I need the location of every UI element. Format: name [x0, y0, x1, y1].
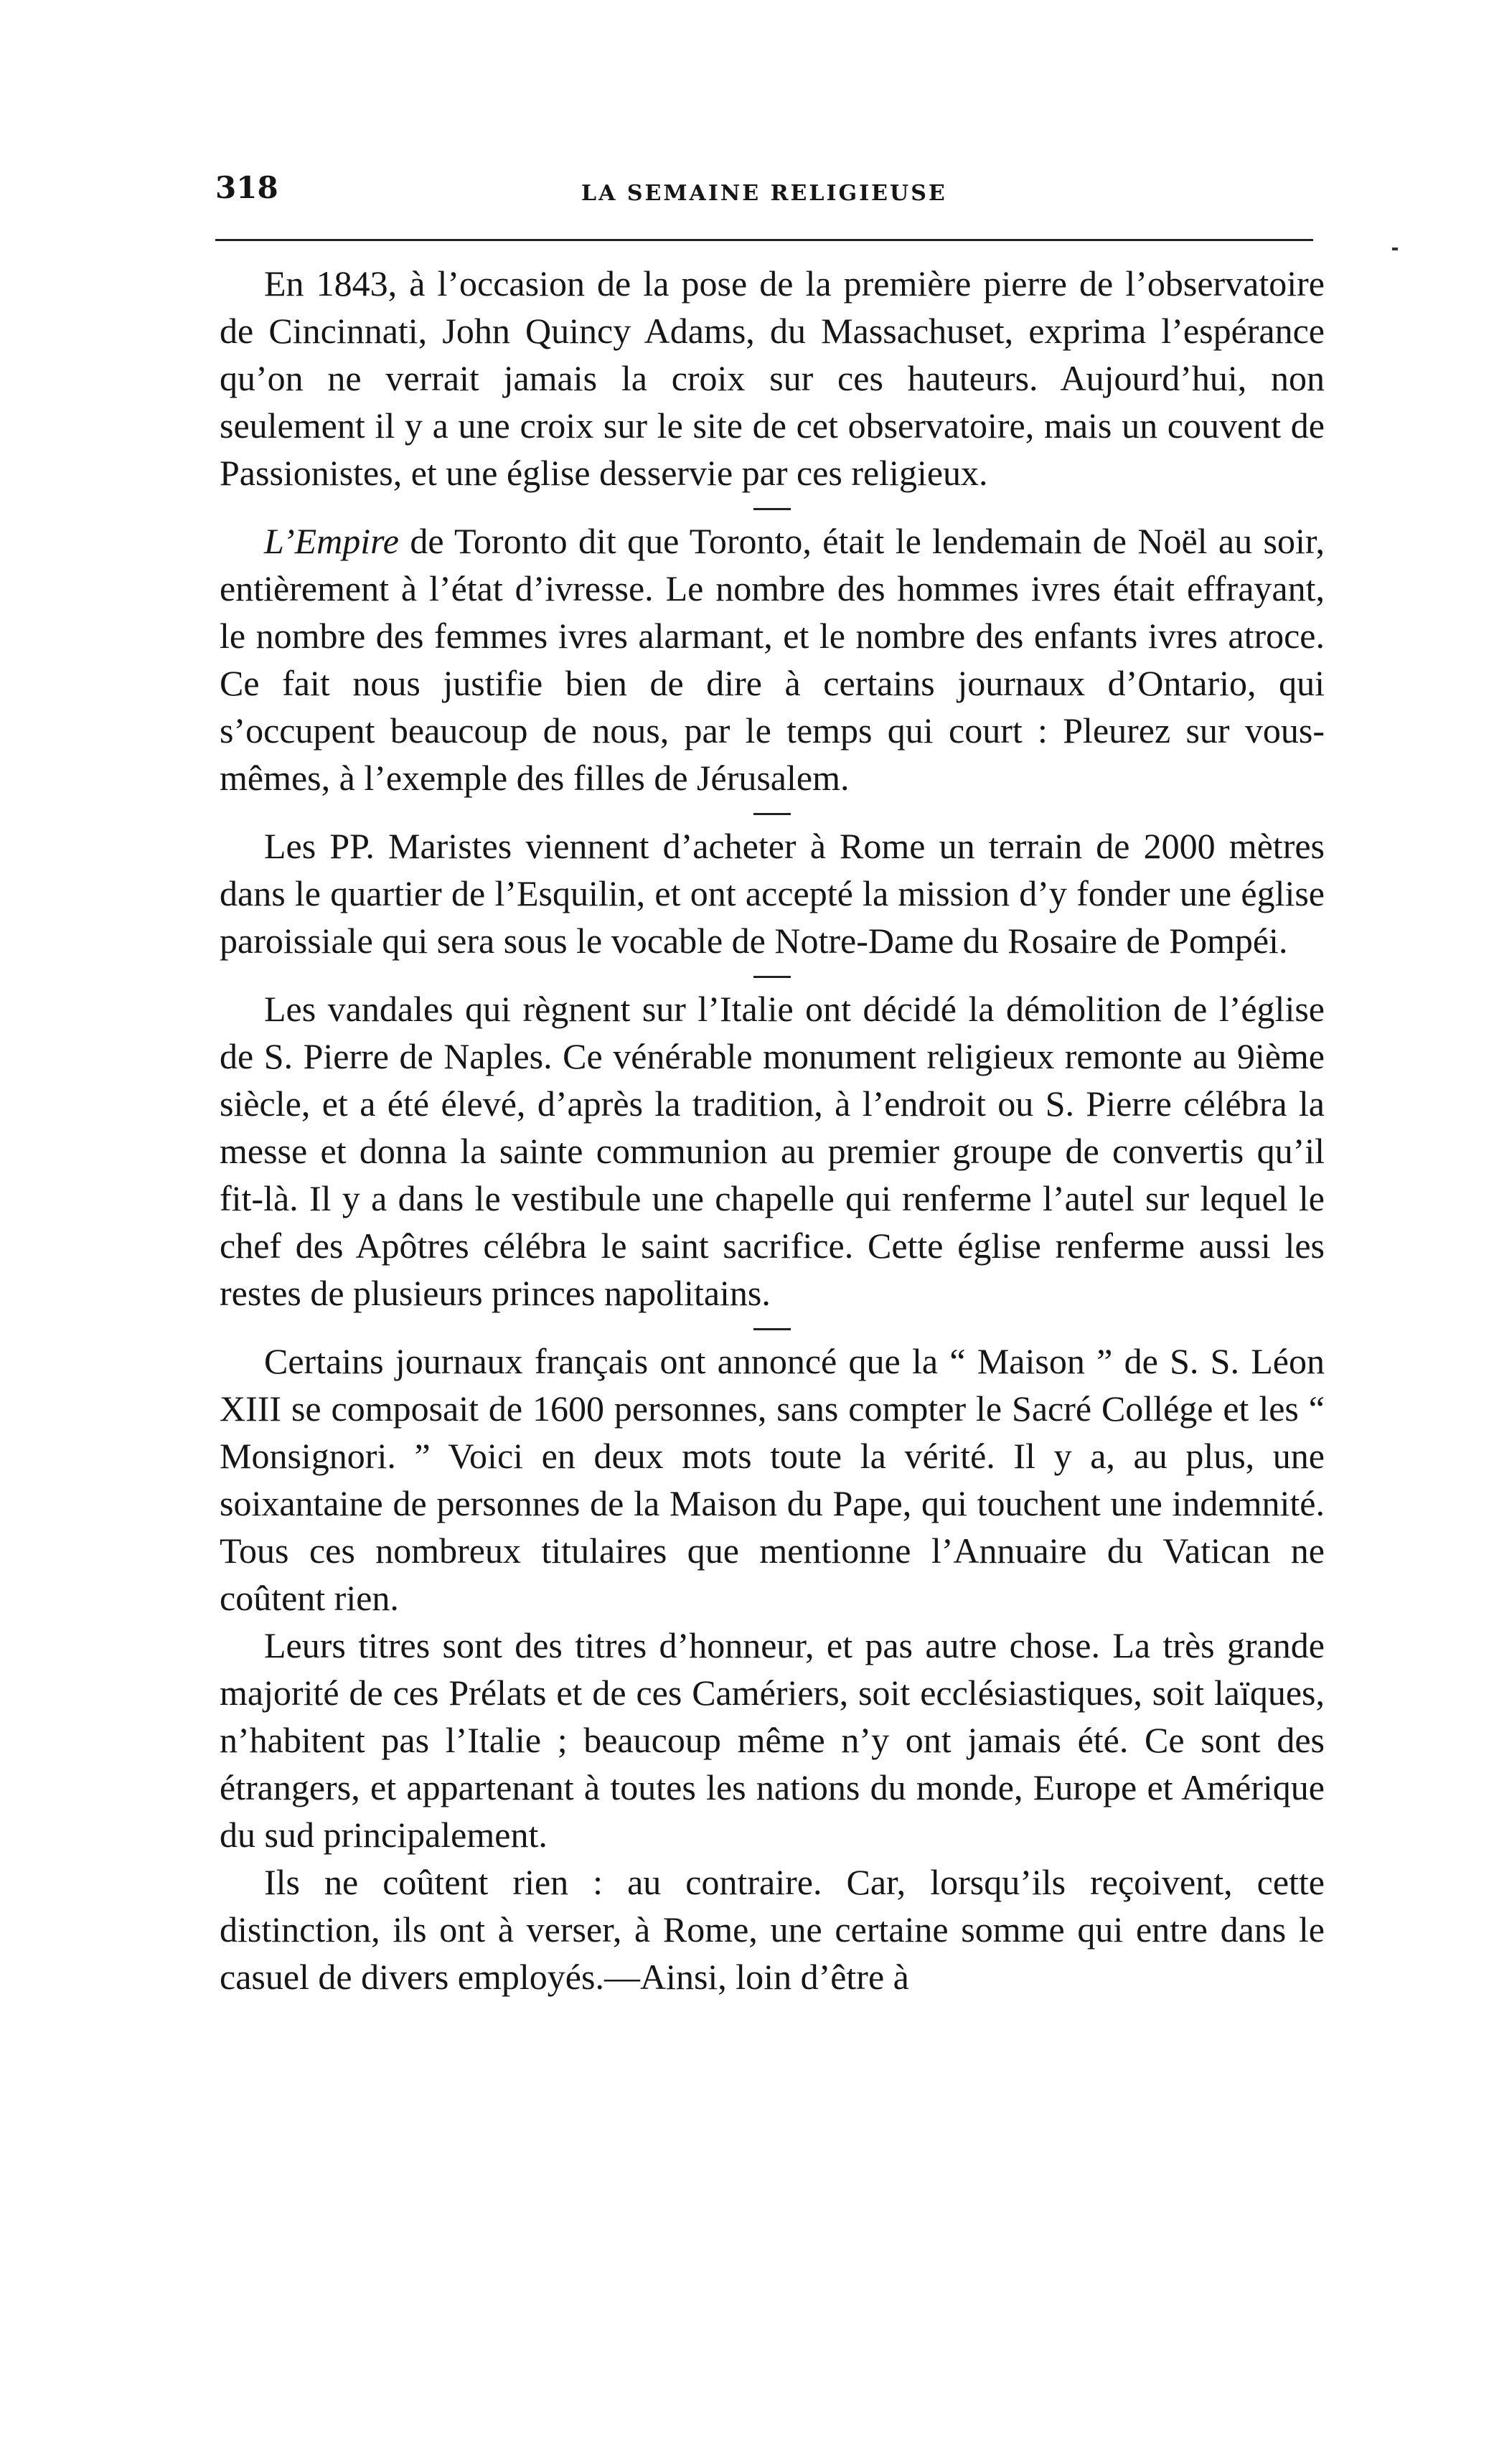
- separator-rule: [753, 976, 791, 978]
- paragraph-observatoire: En 1843, à l’occasion de la pose de la première pierre de l’observatoire de Cincinnati, John Quincy Adams, du Massachuset, exprima l’espérance qu’on ne verrait jamais la croix sur ces hauteurs. Aujourd’hui, non seulement il y a une croix sur le site de cet observatoire, mais un couvent de Passionistes, et une église desservie par ces religieux.: [220, 263, 1325, 493]
- paragraph-maristes: Les PP. Maristes viennent d’acheter à Rome un terrain de 2000 mètres dans le quartier de l’Esquilin, et ont accepté la mission d’y fonder une église paroissiale qui sera sous le vocable de Notre-Dame du Rosaire de Pompéi.: [220, 826, 1325, 961]
- running-title: LA SEMAINE RELIGIEUSE: [581, 181, 947, 206]
- emphasis-empire: L’Empire: [264, 521, 399, 561]
- article-body: [220, 260, 1325, 2000]
- paragraph-titres: Leurs titres sont des titres d’honneur, et pas autre chose. La très grande majorité de ces Prélats et de ces Camériers, soit ecclésiastiques, soit laïques, n’habitent pas l’Italie ; beaucoup même n’y ont jamais été. Ce sont des étrangers, et appartenant à toutes les nations du monde, Europe et Amérique du sud principalement.: [220, 1625, 1325, 1855]
- paragraph-coutent: Ils ne coûtent rien : au contraire. Car, lorsqu’ils reçoivent, cette distinction, ils ont à verser, à Rome, une certaine somme qui entre dans le casuel de divers employés.—Ainsi, loin d’être à: [220, 1862, 1325, 1997]
- page-header: [215, 169, 1313, 215]
- separator-rule: [753, 508, 791, 510]
- page-number: 318: [215, 170, 278, 205]
- header-rule: [215, 239, 1313, 241]
- margin-mark: [1392, 248, 1398, 250]
- paragraph-toronto: L’Empire de Toronto dit que Toronto, était le lendemain de Noël au soir, entièrement à l’état d’ivresse. Le nombre des hommes ivres était effrayant, le nombre des femmes ivres alarmant, et le nombre des enfants ivres atroce. Ce fait nous justifie bien de dire à certains journaux d’Ontario, qui s’occupent beaucoup de nous, par le temps qui court : Pleurez sur vous-mêmes, à l’exemple des filles de Jérusalem.: [220, 521, 1325, 798]
- paragraph-naples: Les vandales qui règnent sur l’Italie ont décidé la démolition de l’église de S. Pierre de Naples. Ce vénérable monument religieux remonte au 9ième siècle, et a été élevé, d’après la tradition, à l’endroit ou S. Pierre célébra la messe et donna la sainte communion au premier groupe de convertis qu’il fit-là. Il y a dans le vestibule une chapelle qui renferme l’autel sur lequel le chef des Apôtres célébra le saint sacrifice. Cette église renferme aussi les restes de plusieurs princes napolitains.: [220, 989, 1325, 1313]
- separator-rule: [753, 1328, 791, 1330]
- paragraph-maison-pape: Certains journaux français ont annoncé que la “ Maison ” de S. S. Léon XIII se composait de 1600 personnes, sans compter le Sacré Collége et les “ Monsignori. ” Voici en deux mots toute la vérité. Il y a, au plus, une soixantaine de personnes de la Maison du Pape, qui touchent une indemnité. Tous ces nombreux titulaires que mentionne l’Annuaire du Vatican ne coûtent rien.: [220, 1341, 1325, 1618]
- separator-rule: [753, 813, 791, 815]
